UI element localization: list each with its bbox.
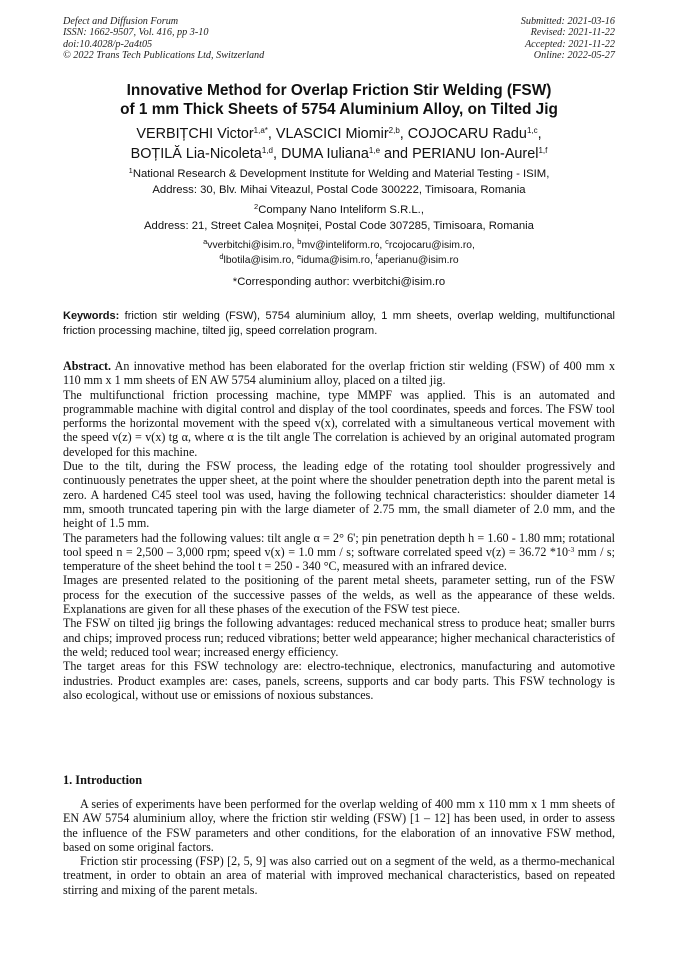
abstract-label: Abstract. (63, 359, 112, 373)
introduction-paragraph: A series of experiments have been performed for the overlap welding of 400 mm x 110 mm x 1 mm sheets of EN AW 5754 aluminium alloy, where the friction stir welding (FSW) [1 – 12] has been used, in order to assess the influence of the FSW parameters and other conditions, for the elaboration of an innovative FSW method, based on some original factors. (63, 797, 615, 854)
journal-name: Defect and Diffusion Forum (63, 16, 179, 27)
author-sup: 1,d (261, 146, 273, 155)
keywords (63, 309, 615, 338)
author-line-1: VERBIȚCHI Victor$^{1,a*}$, VLASCICI Miomir$^{2,b}$, COJOCARU Radu$^{1,c}$, (136, 126, 542, 142)
author-name: VLASCICI Miomir (275, 126, 389, 142)
journal-header-left (63, 16, 264, 62)
online-date: Online: 2022-05-27 (533, 50, 615, 62)
affiliation-1: $^1$National Research & Development Institute for Welding and Material Testing - ISIM, Address: 30, Blv. Mihai Viteazul, Postal Code 300222, Timisoara, Romania (128, 166, 550, 196)
email-link[interactable]: rcojocaru@isim.ro, (388, 240, 475, 251)
abstract (63, 359, 615, 702)
abstract-paragraph: Due to the tilt, during the FSW process, the leading edge of the rotating tool shoulder progressively and continuously penetrates the upper sheet, at the point where the shoulder penetration depth into the parent metal is zero. A hardened C45 steel tool was used, having the following technical characteristics: shoulder diameter 14 mm, smooth truncated tapering pin with the large diameter of 2.75 mm, the small diameter of 2.0 mm, and the height of 1.5 mm. (63, 459, 615, 531)
keywords-label: Keywords: (63, 310, 120, 322)
abstract-paragraph: The target areas for this FSW technology are: electro-technique, electronics, manufacturing and automotive industries. Product examples are: cases, panels, screens, supports and car body parts. This FSW technology is also ecological, without use or emissions of noxious substances. (63, 659, 615, 702)
journal-header-right (521, 16, 615, 62)
revised-date: Revised: 2021-11-22 (530, 27, 615, 39)
email-link[interactable]: iduma@isim.ro, (301, 254, 376, 266)
author-name: PERIANU Ion-Aurel (412, 146, 539, 162)
issn: ISSN: 1662-9507, Vol. 416, pp 3-10 (63, 27, 209, 39)
abstract-paragraph: The FSW on tilted jig brings the following advantages: reduced mechanical stress to produce heat; smaller burrs and chips; improved process run; reduced vibrations; better weld appearance; higher mechanical characteristics of the weld; reduced tool wear; increased energy efficiency. (63, 616, 615, 659)
copyright: © 2022 Trans Tech Publications Ltd, Switzerland (63, 50, 265, 62)
paper-title (40, 81, 638, 119)
abstract-paragraph: The multifunctional friction processing machine, type MMPF was applied. This is an automated and programmable machine with digital control and display of the tool coordinates, speeds and forces. The FSW tool performs the horizontal movement with the speed v(x), correlated with a simultaneous vertical movement with the speed v(z) = v(x) tg α, where α is the tilt angle The correlation is achieved by an original automated program developed for this machine. (63, 387, 615, 459)
author-name: BOȚILĂ Lia-Nicoleta (130, 146, 262, 162)
email-link[interactable]: lbotila@isim.ro, (223, 254, 297, 266)
abstract-paragraph: Images are presented related to the positioning of the parent metal sheets, parameter setting, run of the FSW process for the execution of the successive passes of the welds, as well as the appearance of these welds. Explanations are given for all these phases of the execution of the FSW test piece. (63, 573, 615, 617)
author-sup: 1,a* (253, 126, 268, 135)
keywords-text: friction stir welding (FSW), 5754 aluminium alloy, 1 mm sheets, overlap welding, multifunctional friction processing machine, tilted jig, speed correlation program. (63, 310, 615, 337)
introduction-body (63, 797, 615, 897)
author-line-2: BOȚILĂ Lia-Nicoleta$^{1,d}$, DUMA Iuliana$^{1,e}$ and PERIANU Ion-Aurel$^{1,f}$ (130, 146, 548, 162)
introduction-paragraph: Friction stir processing (FSP) [2, 5, 9] was also carried out on a segment of the weld, as a thermo-mechanical treatment, in order to obtain an area of material with improved mechanical characteristics, based on repeated stirring and mixing of the parent metals. (63, 854, 615, 897)
email-link[interactable]: aperianu@isim.ro (377, 254, 459, 266)
author-list (40, 124, 638, 164)
accepted-date: Accepted: 2021-11-22 (524, 38, 615, 50)
affiliation-2: $^2$Company Nano Inteliform S.R.L., Address: 21, Street Calea Moșniței, Postal Code 307285, Timisoara, Romania (144, 202, 534, 232)
doi: doi:10.4028/p-2a4t05 (63, 38, 153, 50)
section-heading-introduction: 1. Introduction (63, 773, 143, 787)
author-name: COJOCARU Radu (407, 126, 527, 142)
author-sup: 2,b (388, 126, 400, 135)
author-sup: 1,e (368, 146, 381, 155)
email-link[interactable]: mv@inteliform.ro, (301, 240, 386, 251)
author-sup: 1,f (538, 146, 548, 155)
abstract-paragraph: The parameters had the following values: tilt angle α = 2° 6'; pin penetration depth h = 1.60 - 1.80 mm; rotational tool speed n = 2,500 – 3,000 rpm; speed v(x) = 1.0 mm / s; software correlated speed v(z) = 36.72 $*10^{-3}$ mm / s; temperature of the sheet behind the tool t = 250 - 340 °C, measured with an infrared device. (63, 530, 616, 574)
author-name: VERBIȚCHI Victor (136, 126, 254, 142)
title-line-1: Innovative Method for Overlap Friction Stir Welding (FSW) (126, 82, 552, 99)
title-line-2: of 1 mm Thick Sheets of 5754 Aluminium Alloy, on Tilted Jig (120, 101, 558, 118)
author-name: DUMA Iuliana (280, 146, 369, 162)
author-emails: $^a$vverbitchi@isim.ro, $^b$mv@inteliform.ro, $^c$rcojocaru@isim.ro, $^d$lbotila@isim.ro, $^e$iduma@isim.ro, $^f$aperianu@isim.ro (203, 237, 475, 266)
corresponding-author: *Corresponding author: vverbitchi@isim.ro (232, 276, 446, 288)
abstract-paragraph: Abstract. An innovative method has been elaborated for the overlap friction stir welding (FSW) of 400 mm x 110 mm x 1 mm sheets of EN AW 5754 aluminium alloy, placed on a tilted jig. (63, 359, 615, 388)
submitted-date: Submitted: 2021-03-16 (520, 16, 615, 27)
email-link[interactable]: vverbitchi@isim.ro, (207, 240, 298, 251)
author-sup: 1,c (526, 126, 538, 135)
